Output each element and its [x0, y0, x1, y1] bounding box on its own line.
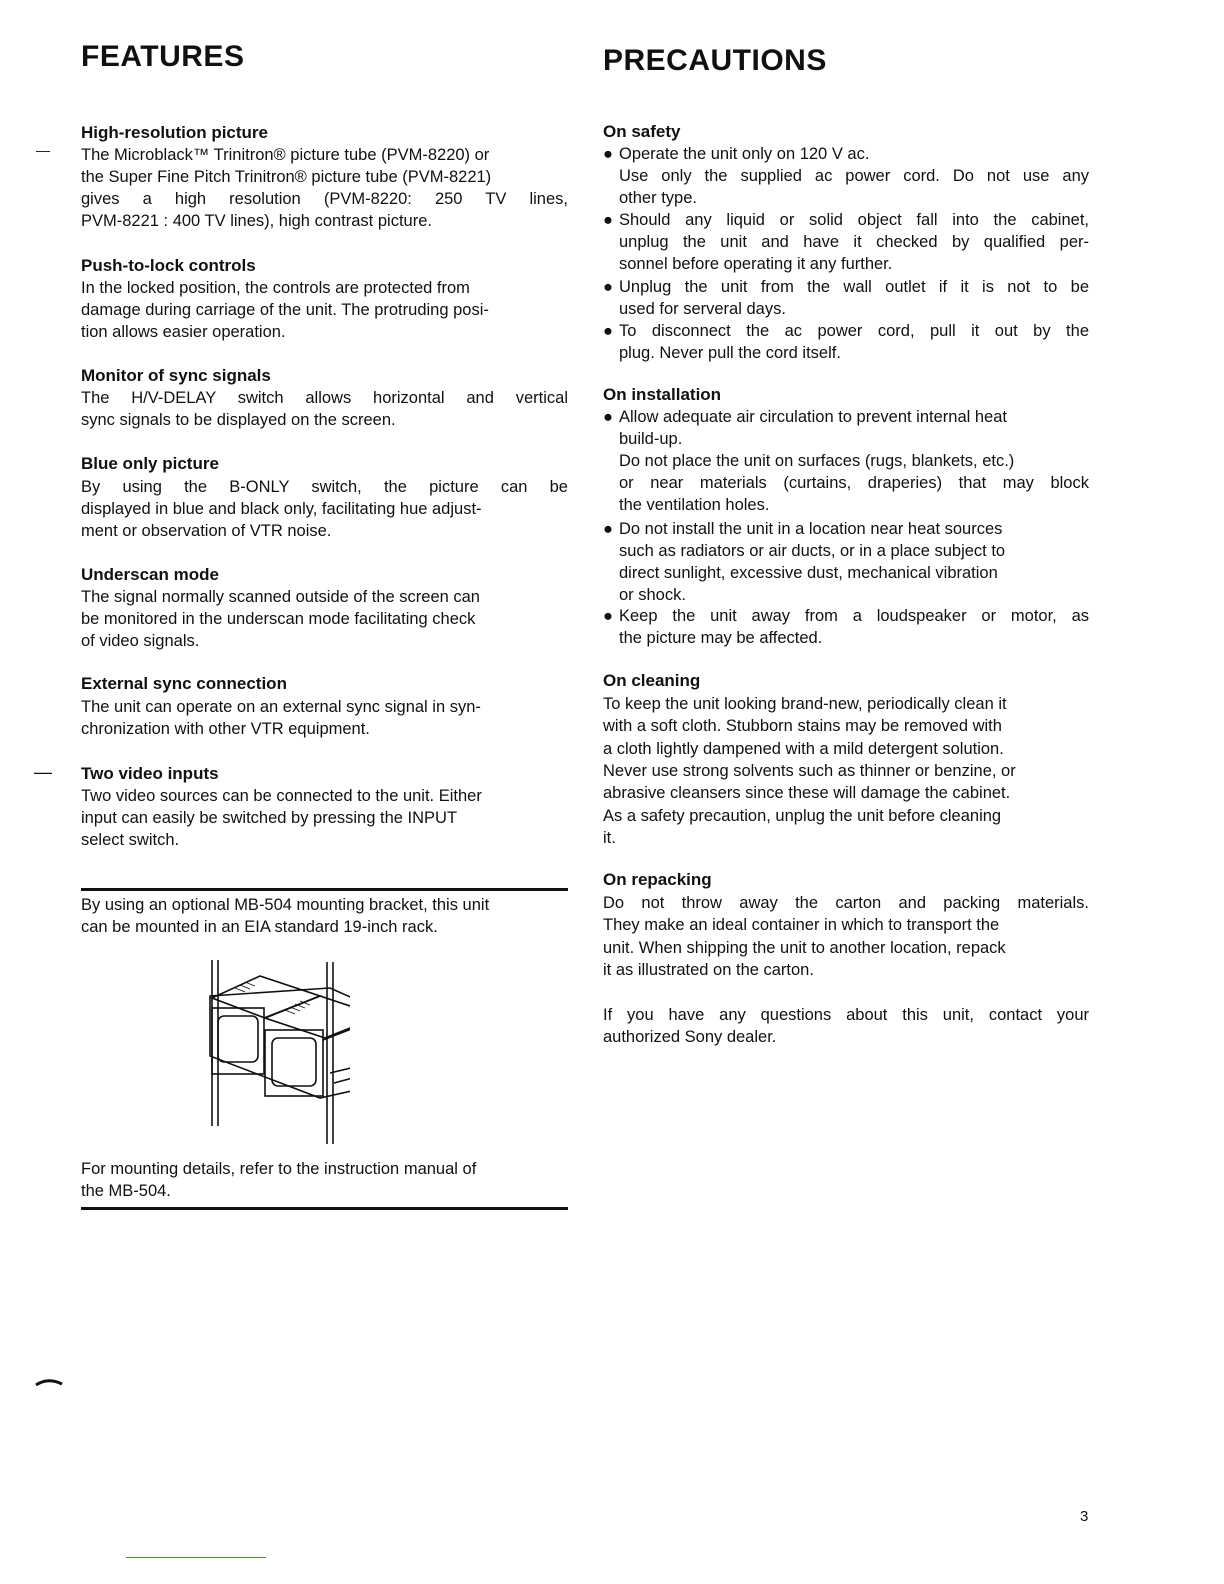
- bullet-line: or shock.: [619, 586, 686, 604]
- cleaning-line: Never use strong solvents such as thinner or benzine, or: [603, 762, 1016, 780]
- feature-line: The signal normally scanned outside of the screen can: [81, 588, 480, 606]
- cleaning-line: a cloth lightly dampened with a mild detergent solution.: [603, 740, 1004, 758]
- bullet-line: Operate the unit only on 120 V ac.: [619, 145, 870, 163]
- feature-line: tion allows easier operation.: [81, 323, 286, 341]
- rack-mount-illustration: [120, 958, 350, 1148]
- margin-mark: —: [36, 142, 50, 158]
- bullet-line: other type.: [619, 189, 697, 207]
- feature-line: of video signals.: [81, 632, 200, 650]
- bullet-item: [603, 605, 1089, 649]
- feature-line: ment or observation of VTR noise.: [81, 522, 332, 540]
- feature-title: Monitor of sync signals: [81, 366, 271, 385]
- divider-rule: [81, 1207, 568, 1210]
- feature-line: PVM-8221 : 400 TV lines), high contrast picture.: [81, 212, 432, 230]
- bullet-dot-icon: ●: [603, 278, 613, 296]
- feature-line: The Microblack™ Trinitron® picture tube (PVM-8220) or: [81, 146, 490, 164]
- bullet-item: [603, 209, 1089, 275]
- page-number: 3: [1080, 1508, 1089, 1525]
- feature-line: In the locked position, the controls are protected from: [81, 279, 470, 297]
- cleaning-line: abrasive cleansers since these will damage the cabinet.: [603, 784, 1011, 802]
- feature-line: input can easily be switched by pressing the INPUT: [81, 809, 458, 827]
- bullet-item: [603, 518, 1089, 606]
- bottom-edge-line: [126, 1557, 266, 1558]
- feature-title: High-resolution picture: [81, 123, 268, 142]
- feature-title: Blue only picture: [81, 454, 219, 473]
- cleaning-line: As a safety precaution, unplug the unit before cleaning: [603, 807, 1002, 825]
- repacking-line: They make an ideal container in which to transport the: [603, 916, 1000, 934]
- bullet-dot-icon: ●: [603, 211, 613, 229]
- feature-line: gives a high resolution (PVM-8220: 250 TV lines,: [81, 190, 568, 208]
- precaution-title: On safety: [603, 122, 681, 141]
- feature-line: displayed in blue and black only, facilitating hue adjust-: [81, 500, 482, 518]
- feature-line: damage during carriage of the unit. The protruding posi-: [81, 301, 489, 319]
- bullet-line: unplug the unit and have it checked by qualified per-: [619, 233, 1089, 251]
- bullet-dot-icon: ●: [603, 322, 613, 340]
- bullet-line: direct sunlight, excessive dust, mechanical vibration: [619, 564, 998, 582]
- feature-line: The unit can operate on an external sync signal in syn-: [81, 698, 481, 716]
- precaution-title: On cleaning: [603, 671, 701, 690]
- feature-title: External sync connection: [81, 674, 287, 693]
- mounting-details-line: the MB-504.: [81, 1182, 171, 1200]
- bullet-line: Allow adequate air circulation to prevent internal heat: [619, 408, 1007, 426]
- bullet-dot-icon: ●: [603, 145, 613, 163]
- cleaning-line: To keep the unit looking brand-new, periodically clean it: [603, 695, 1007, 713]
- bullet-line: To disconnect the ac power cord, pull it out by the: [619, 322, 1089, 340]
- feature-title: Push-to-lock controls: [81, 256, 256, 275]
- margin-mark: [34, 1376, 64, 1388]
- feature-line: the Super Fine Pitch Trinitron® picture tube (PVM-8221): [81, 168, 492, 186]
- feature-title: Two video inputs: [81, 764, 219, 783]
- feature-line: chronization with other VTR equipment.: [81, 720, 370, 738]
- mounting-note-line: By using an optional MB-504 mounting bracket, this unit: [81, 896, 490, 914]
- bullet-line: Use only the supplied ac power cord. Do not use any: [619, 167, 1089, 185]
- bullet-line: used for serveral days.: [619, 300, 786, 318]
- bullet-line: Do not install the unit in a location near heat sources: [619, 520, 1003, 538]
- feature-line: be monitored in the underscan mode facilitating check: [81, 610, 476, 628]
- closing-line: authorized Sony dealer.: [603, 1028, 777, 1046]
- bullet-line: Do not place the unit on surfaces (rugs, blankets, etc.): [619, 452, 1015, 470]
- bullet-line: Unplug the unit from the wall outlet if it is not to be: [619, 278, 1089, 296]
- mounting-note-line: can be mounted in an EIA standard 19-inch rack.: [81, 918, 438, 936]
- bullet-line: Should any liquid or solid object fall into the cabinet,: [619, 211, 1089, 229]
- bullet-dot-icon: ●: [603, 408, 613, 426]
- repacking-line: it as illustrated on the carton.: [603, 961, 814, 979]
- divider-rule: [81, 888, 568, 891]
- features-heading: FEATURES: [81, 40, 245, 73]
- feature-line: The H/V-DELAY switch allows horizontal and vertical: [81, 389, 568, 407]
- repacking-line: unit. When shipping the unit to another location, repack: [603, 939, 1006, 957]
- precaution-title: On installation: [603, 385, 722, 404]
- margin-mark: —: [34, 762, 52, 782]
- repacking-line: Do not throw away the carton and packing materials.: [603, 894, 1089, 912]
- feature-line: Two video sources can be connected to the unit. Either: [81, 787, 482, 805]
- bullet-line: sonnel before operating it any further.: [619, 255, 893, 273]
- cleaning-line: with a soft cloth. Stubborn stains may be removed with: [603, 717, 1002, 735]
- mounting-details-line: For mounting details, refer to the instruction manual of: [81, 1160, 477, 1178]
- closing-line: If you have any questions about this unit, contact your: [603, 1006, 1089, 1024]
- bullet-item: [603, 320, 1089, 364]
- cleaning-line: it.: [603, 829, 616, 847]
- bullet-line: such as radiators or air ducts, or in a place subject to: [619, 542, 1006, 560]
- bullet-line: or near materials (curtains, draperies) that may block: [619, 474, 1089, 492]
- bullet-dot-icon: ●: [603, 520, 613, 538]
- bullet-line: the ventilation holes.: [619, 496, 770, 514]
- bullet-line: build-up.: [619, 430, 683, 448]
- bullet-item: [603, 143, 1089, 209]
- feature-line: select switch.: [81, 831, 180, 849]
- feature-title: Underscan mode: [81, 565, 219, 584]
- bullet-line: the picture may be affected.: [619, 629, 823, 647]
- bullet-dot-icon: ●: [603, 607, 613, 625]
- feature-line: By using the B-ONLY switch, the picture can be: [81, 478, 568, 496]
- bullet-line: Keep the unit away from a loudspeaker or motor, as: [619, 607, 1089, 625]
- precautions-heading: PRECAUTIONS: [603, 44, 827, 77]
- bullet-line: plug. Never pull the cord itself.: [619, 344, 841, 362]
- bullet-item: [603, 276, 1089, 320]
- bullet-item: [603, 406, 1089, 516]
- precaution-title: On repacking: [603, 870, 712, 889]
- feature-line: sync signals to be displayed on the screen.: [81, 411, 396, 429]
